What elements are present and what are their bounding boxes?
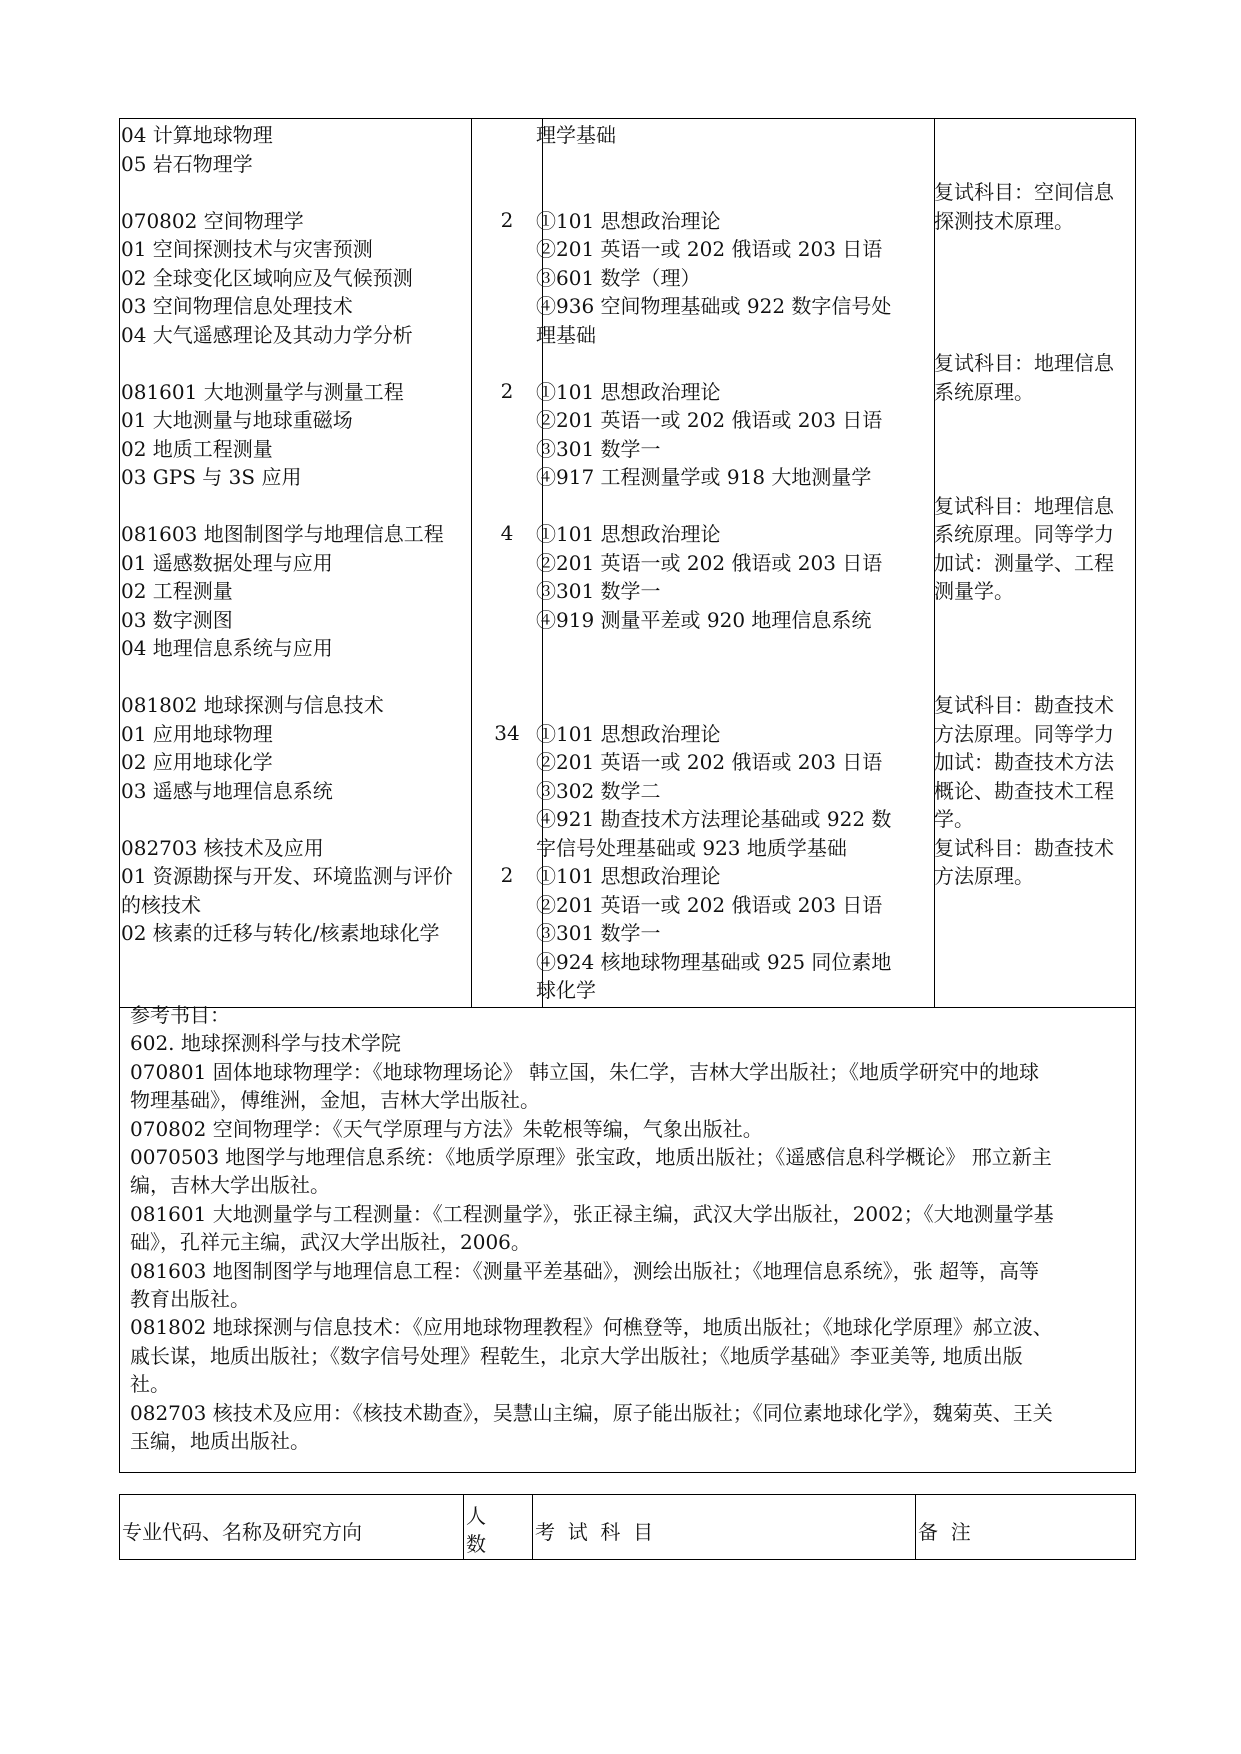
program-line: 01 大地测量与地球重磁场 <box>121 408 353 432</box>
references-heading: 参考书目： <box>130 1003 230 1027</box>
program-line: 070802 空间物理学 <box>121 208 304 233</box>
references-line: 编，吉林大学出版社。 <box>130 1173 330 1198</box>
table1-border-left <box>119 118 120 1472</box>
exam-line: ③301 数学一 <box>536 579 661 603</box>
remark-line: 加试：测量学、工程 <box>934 550 1114 575</box>
remark-line: 探测技术原理。 <box>934 208 1074 233</box>
program-line: 05 岩石物理学 <box>121 151 253 176</box>
program-line: 01 资源勘探与开发、环境监测与评价 <box>121 864 453 888</box>
program-line: 03 GPS 与 3S 应用 <box>121 465 302 489</box>
header-count-bottom: 数 <box>466 1532 486 1556</box>
exam-line: ④919 测量平差或 920 地理信息系统 <box>536 607 872 632</box>
references-line: 081603 地图制图学与地理信息工程：《测量平差基础》，测绘出版社；《地理信息系统》，张 超等，高等 <box>130 1258 1040 1283</box>
count-070802: 2 <box>500 208 514 232</box>
program-line <box>121 178 473 207</box>
program-line: 082703 核技术及应用 <box>121 835 324 860</box>
remark-line <box>934 235 1134 264</box>
remark-line <box>934 435 1134 464</box>
exam-line <box>536 349 936 378</box>
count-082703: 2 <box>500 863 514 887</box>
exam-line: ④917 工程测量学或 918 大地测量学 <box>536 465 872 489</box>
program-line <box>121 492 473 521</box>
program-line: 02 应用地球化学 <box>121 750 273 774</box>
program-line: 04 计算地球物理 <box>121 123 273 147</box>
program-line: 02 地质工程测量 <box>121 436 273 461</box>
references-line: 070802 空间物理学：《天气学原理与方法》朱乾根等编，气象出版社。 <box>130 1116 763 1141</box>
program-line: 03 遥感与地理信息系统 <box>121 778 333 803</box>
exam-line: ②201 英语一或 202 俄语或 203 日语 <box>536 408 883 432</box>
exam-line: ④936 空间物理基础或 922 数字信号处 <box>536 294 892 318</box>
exam-line <box>536 663 936 692</box>
remark-line: 复试科目：地理信息 <box>934 351 1114 375</box>
exam-line: ②201 英语一或 202 俄语或 203 日语 <box>536 892 883 917</box>
program-line <box>121 663 473 692</box>
remark-line: 复试科目：勘查技术 <box>934 693 1114 717</box>
remark-line <box>934 121 1134 150</box>
remark-line: 概论、勘查技术工程 <box>934 778 1114 803</box>
program-line: 01 应用地球物理 <box>121 721 273 746</box>
table1-border-top <box>119 118 1136 119</box>
remark-line <box>934 634 1134 663</box>
program-line: 02 工程测量 <box>121 579 233 603</box>
program-line: 04 大气遥感理论及其动力学分析 <box>121 322 413 347</box>
program-line: 081601 大地测量学与测量工程 <box>121 379 404 404</box>
table2-divider-2 <box>532 1494 533 1560</box>
exam-line: ②201 英语一或 202 俄语或 203 日语 <box>536 237 883 261</box>
program-line: 04 地理信息系统与应用 <box>121 636 333 660</box>
table2-border-top <box>119 1494 1136 1495</box>
remark-line <box>934 606 1134 635</box>
program-line <box>121 805 473 834</box>
references-line: 玉编，地质出版社。 <box>130 1429 310 1454</box>
table2-border-right <box>1135 1494 1136 1560</box>
remark-line <box>934 292 1134 321</box>
remark-line: 系统原理。 <box>934 379 1034 404</box>
count-081802: 34 <box>494 721 520 745</box>
exam-line <box>536 150 936 179</box>
program-line: 081802 地球探测与信息技术 <box>121 693 384 717</box>
header-remarks: 备 注 <box>918 1520 971 1544</box>
exam-line: 球化学 <box>536 978 596 1002</box>
table2-border-left <box>119 1494 120 1560</box>
remark-line: 复试科目：勘查技术 <box>934 835 1114 860</box>
remark-line: 复试科目：空间信息 <box>934 180 1114 204</box>
exam-line: ③302 数学二 <box>536 778 661 803</box>
exam-line: 理学基础 <box>536 123 616 147</box>
references-line: 戚长谋，地质出版社；《数字信号处理》程乾生，北京大学出版社；《地质学基础》李亚美等, 地质出版 <box>130 1343 1023 1368</box>
exam-line: ①101 思想政治理论 <box>536 721 721 746</box>
exam-line <box>536 691 936 720</box>
exam-line: ③301 数学一 <box>536 436 661 461</box>
program-line: 02 核素的迁移与转化/核素地球化学 <box>121 921 440 945</box>
remark-line: 系统原理。同等学力 <box>934 522 1114 546</box>
remark-line: 学。 <box>934 807 974 831</box>
table1-col-exams <box>536 121 936 1005</box>
program-line: 01 遥感数据处理与应用 <box>121 550 333 575</box>
program-line: 02 全球变化区域响应及气候预测 <box>121 265 413 290</box>
remark-line: 复试科目：地理信息 <box>934 493 1114 518</box>
references-line: 070801 固体地球物理学：《地球物理场论》 韩立国，朱仁学，吉林大学出版社；《地质学研究中的地球 <box>130 1059 1040 1084</box>
exam-line: ①101 思想政治理论 <box>536 864 721 888</box>
remark-line <box>934 463 1134 492</box>
table2-border-bottom <box>119 1559 1136 1560</box>
table2-divider-1 <box>463 1494 464 1560</box>
program-line: 的核技术 <box>121 892 201 917</box>
remark-line: 方法原理。 <box>934 864 1034 888</box>
remark-line <box>934 406 1134 435</box>
references-border-bottom <box>119 1472 1136 1473</box>
count-081601: 2 <box>500 379 514 403</box>
references-line: 082703 核技术及应用：《核技术勘查》，吴慧山主编，原子能出版社；《同位素地球化学》，魏菊英、王关 <box>130 1400 1053 1425</box>
program-line: 03 数字测图 <box>121 607 233 632</box>
program-line: 081603 地图制图学与地理信息工程 <box>121 522 444 546</box>
exam-line <box>536 492 936 521</box>
exam-line: ②201 英语一或 202 俄语或 203 日语 <box>536 550 883 575</box>
references-line: 物理基础》，傅维洲，金旭，吉林大学出版社。 <box>130 1088 540 1113</box>
exam-line: ③301 数学一 <box>536 921 661 945</box>
count-081603: 4 <box>500 521 514 545</box>
references-line: 社。 <box>130 1372 170 1397</box>
references-line: 081601 大地测量学与工程测量：《工程测量学》，张正禄主编，武汉大学出版社，2002；《大地测量学基 <box>130 1201 1054 1226</box>
header-exam-subjects: 考 试 科 目 <box>535 1520 654 1544</box>
exam-line: ④924 核地球物理基础或 925 同位素地 <box>536 949 892 974</box>
references-line: 础》，孔祥元主编，武汉大学出版社，2006。 <box>130 1230 531 1255</box>
exam-line: 字信号处理基础或 923 地质学基础 <box>536 835 847 860</box>
exam-line <box>536 178 936 207</box>
exam-line: ②201 英语一或 202 俄语或 203 日语 <box>536 750 883 774</box>
exam-line: ④921 勘查技术方法理论基础或 922 数 <box>536 807 892 831</box>
references-section <box>130 1001 1115 1456</box>
header-count-top: 人 <box>466 1504 486 1528</box>
program-line: 01 空间探测技术与灾害预测 <box>121 237 373 261</box>
exam-line: ③601 数学（理） <box>536 265 701 290</box>
remark-line <box>934 321 1134 350</box>
remark-line <box>934 150 1134 179</box>
program-line: 03 空间物理信息处理技术 <box>121 294 353 318</box>
remark-line <box>934 663 1134 692</box>
exam-line: ①101 思想政治理论 <box>536 208 721 233</box>
table2-divider-3 <box>915 1494 916 1560</box>
exam-line: ①101 思想政治理论 <box>536 379 721 404</box>
table1-col-programs <box>121 121 473 948</box>
references-line: 教育出版社。 <box>130 1287 250 1312</box>
remark-line: 方法原理。同等学力 <box>934 721 1114 746</box>
remark-line: 加试：勘查技术方法 <box>934 750 1114 774</box>
exam-line: ①101 思想政治理论 <box>536 522 721 546</box>
remark-line: 测量学。 <box>934 579 1014 603</box>
table1-col-remarks <box>934 121 1134 891</box>
references-line: 081802 地球探测与信息技术：《应用地球物理教程》何樵登等，地质出版社；《地球化学原理》郝立波、 <box>130 1315 1053 1340</box>
header-program: 专业代码、名称及研究方向 <box>122 1520 362 1544</box>
remark-line <box>934 264 1134 293</box>
references-line: 0070503 地图学与地理信息系统：《地质学原理》张宝政，地质出版社；《遥感信息科学概论》 邢立新主 <box>130 1145 1052 1170</box>
exam-line <box>536 634 936 663</box>
exam-line: 理基础 <box>536 322 596 347</box>
references-line: 602. 地球探测科学与技术学院 <box>130 1031 401 1056</box>
program-line <box>121 349 473 378</box>
table1-border-right <box>1135 118 1136 1472</box>
